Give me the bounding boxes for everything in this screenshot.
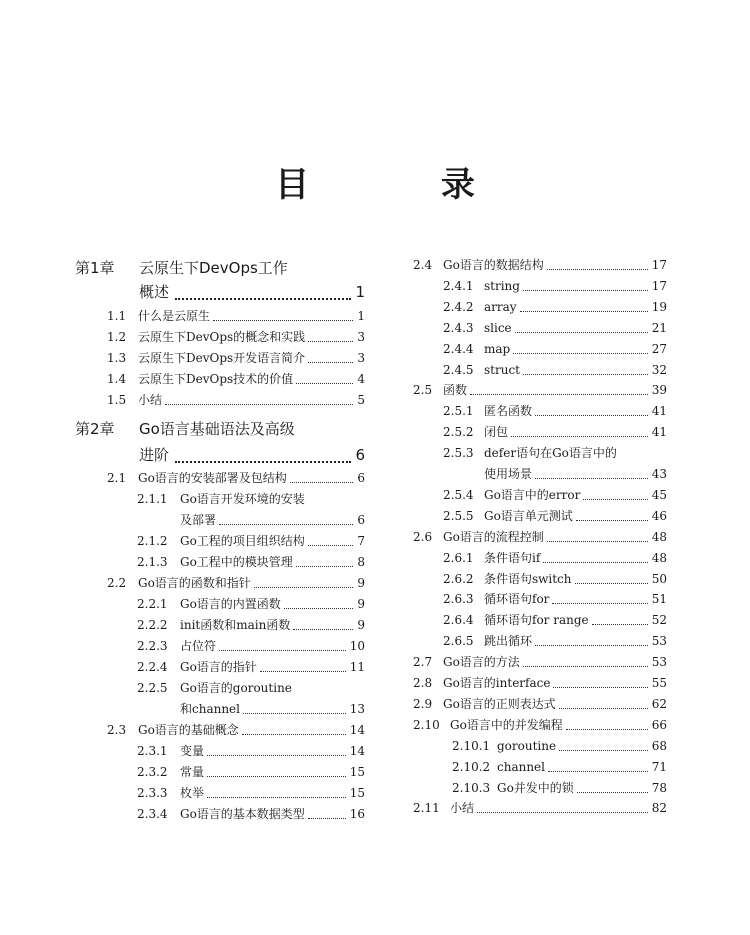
section-title-cont: 及部署: [180, 513, 217, 527]
toc-subsection[interactable]: [137, 783, 365, 803]
page-number: 9: [357, 576, 365, 590]
page-number: 5: [357, 393, 365, 407]
toc-subsection[interactable]: [137, 489, 365, 509]
section-title: init函数和main函数: [180, 618, 291, 632]
section-number: 2.11: [413, 801, 440, 816]
page-number: 7: [357, 534, 365, 548]
chapter-number: 第2章: [75, 420, 115, 438]
dot-leader: [207, 755, 346, 756]
page-number: 50: [651, 571, 667, 586]
toc-subsection[interactable]: [452, 736, 667, 756]
page-number: 16: [349, 807, 365, 821]
toc-subsection[interactable]: [137, 636, 365, 656]
toc-section[interactable]: [107, 573, 365, 593]
dot-leader: [219, 524, 353, 525]
toc-subsection[interactable]: [443, 276, 667, 296]
page-number: 41: [651, 425, 667, 440]
toc-subsection[interactable]: [137, 594, 365, 614]
toc-section[interactable]: [413, 652, 667, 672]
page-number: 78: [651, 780, 667, 795]
page-number: 17: [651, 258, 667, 272]
section-title: Go语言的goroutine: [180, 681, 292, 695]
section-number: 2.6.3: [443, 592, 474, 607]
section-number: 2.4.3: [443, 320, 474, 335]
dot-leader: [535, 645, 648, 646]
toc-subsection[interactable]: [443, 631, 667, 651]
section-number: 2.4.2: [443, 299, 474, 314]
toc-section[interactable]: [413, 673, 667, 693]
page-number: 3: [357, 330, 365, 344]
section-number: 2.9: [413, 696, 433, 711]
section-title: 什么是云原生: [138, 309, 211, 323]
chapter-title: Go语言基础语法及高级: [139, 420, 295, 438]
section-number: 2.4.5: [443, 362, 474, 377]
page-number: 15: [349, 765, 365, 779]
dot-leader: [547, 269, 648, 270]
dot-leader: [511, 436, 648, 437]
dot-leader: [566, 729, 648, 730]
dot-leader: [207, 776, 346, 777]
section-title: Go语言中的并发编程: [450, 717, 563, 732]
section-title: 闭包: [484, 425, 509, 440]
section-title: Go工程中的模块管理: [180, 555, 293, 569]
dot-leader: [219, 650, 346, 651]
page-number: 1: [357, 309, 365, 323]
page-number: 55: [651, 676, 667, 690]
page-number: 9: [357, 597, 365, 611]
toc-section[interactable]: [107, 720, 365, 740]
dot-leader: [543, 562, 647, 563]
page-number: 13: [349, 702, 365, 716]
dot-leader: [559, 708, 648, 709]
dot-leader: [293, 629, 353, 630]
page-number: 32: [651, 362, 667, 377]
section-title: Go并发中的锁: [497, 780, 574, 795]
toc-subsection[interactable]: [443, 318, 667, 338]
dot-leader: [254, 587, 354, 588]
toc-subsection[interactable]: [443, 401, 667, 421]
chapter-2-heading-cont[interactable]: [75, 444, 365, 466]
section-number: 2.6.2: [443, 571, 474, 586]
toc-subsection[interactable]: [137, 741, 365, 761]
toc-subsection[interactable]: [443, 297, 667, 317]
section-number: 2.3.3: [137, 786, 168, 800]
page-number: 6: [357, 471, 365, 485]
section-title: Go语言的函数和指针: [138, 576, 251, 590]
toc-section[interactable]: [413, 694, 667, 714]
page-number: 68: [651, 738, 667, 753]
section-number: 1.1: [107, 309, 127, 323]
section-title: goroutine: [497, 738, 557, 753]
section-number: 2.2.1: [137, 597, 168, 611]
dot-leader: [523, 290, 648, 291]
section-title: Go工程的项目组织结构: [180, 534, 305, 548]
toc-section[interactable]: [107, 369, 365, 389]
dot-leader: [592, 624, 648, 625]
section-number: 2.2.3: [137, 639, 168, 653]
page-number: 3: [357, 351, 365, 365]
dot-leader: [470, 394, 648, 395]
dot-leader: [284, 608, 354, 609]
dot-leader: [207, 797, 346, 798]
dot-leader: [577, 792, 648, 793]
toc-subsection[interactable]: [443, 360, 667, 380]
toc-entry-continuation[interactable]: [137, 510, 365, 530]
dot-leader: [575, 583, 648, 584]
toc-subsection[interactable]: [137, 657, 365, 677]
toc-section[interactable]: [413, 527, 667, 547]
section-number: 2.4.4: [443, 341, 474, 356]
section-title: Go语言的指针: [180, 660, 257, 674]
toc-subsection[interactable]: [137, 804, 365, 824]
section-title: array: [484, 299, 517, 314]
section-number: 2.2: [107, 576, 127, 590]
chapter-1-heading[interactable]: [75, 257, 365, 279]
dot-leader: [513, 353, 648, 354]
dot-leader: [515, 332, 648, 333]
chapter-title-cont: 进阶: [139, 446, 170, 464]
section-title: map: [484, 341, 511, 356]
section-number: 2.2.4: [137, 660, 168, 674]
page-number: 14: [349, 723, 365, 737]
page-number: 39: [651, 383, 667, 398]
section-number: 2.1.2: [137, 534, 168, 548]
section-title: Go语言的安装部署及包结构: [138, 471, 287, 485]
page-number: 82: [651, 801, 667, 816]
page-number: 6: [355, 446, 365, 464]
section-number: 2.5.1: [443, 404, 474, 419]
section-title: 云原生下DevOps的概念和实践: [138, 330, 306, 344]
dot-leader: [308, 818, 346, 819]
dot-leader: [242, 734, 346, 735]
section-title: 小结: [138, 393, 163, 407]
section-title: 匿名函数: [484, 404, 533, 419]
dot-leader: [520, 311, 648, 312]
section-number: 2.7: [413, 655, 433, 670]
dot-leader: [548, 771, 648, 772]
toc-section[interactable]: [413, 715, 667, 735]
toc-subsection[interactable]: [137, 531, 365, 551]
dot-leader: [308, 362, 353, 363]
dot-leader: [523, 666, 648, 667]
toc-subsection[interactable]: [443, 548, 667, 568]
dot-leader: [260, 671, 346, 672]
dot-leader: [553, 687, 647, 688]
toc-subsection[interactable]: [137, 762, 365, 782]
section-number: 2.6.4: [443, 613, 474, 628]
section-title: Go语言的正则表达式: [443, 696, 556, 711]
toc-subsection[interactable]: [137, 552, 365, 572]
dot-leader: [535, 478, 648, 479]
chapter-1-heading-cont[interactable]: [75, 281, 365, 303]
section-title: 循环语句for: [484, 592, 550, 607]
page-number: 43: [651, 467, 667, 481]
section-number: 1.4: [107, 372, 127, 386]
section-number: 2.10.1: [452, 738, 491, 753]
page-number: 53: [651, 634, 667, 649]
section-title: string: [484, 278, 520, 293]
page-number: 45: [651, 487, 667, 502]
section-number: 2.3: [107, 723, 127, 737]
section-title-cont: 和channel: [180, 702, 241, 716]
section-title: 小结: [450, 801, 475, 816]
section-title-cont: 使用场景: [484, 467, 533, 481]
dot-leader: [290, 482, 354, 483]
section-number: 2.1.1: [137, 492, 168, 506]
page-number: 17: [651, 278, 667, 293]
section-number: 2.5.2: [443, 425, 474, 440]
page-number: 62: [651, 696, 667, 711]
dot-leader: [296, 566, 354, 567]
toc-subsection[interactable]: [443, 339, 667, 359]
page-number: 19: [651, 299, 667, 314]
page-number: 15: [349, 786, 365, 800]
section-title: 跳出循环: [484, 634, 533, 649]
section-number: 1.2: [107, 330, 127, 344]
page-number: 52: [651, 613, 667, 628]
dot-leader: [535, 415, 648, 416]
toc-subsection[interactable]: [137, 615, 365, 635]
toc-subsection[interactable]: [443, 610, 667, 630]
section-title: 云原生下DevOps技术的价值: [138, 372, 294, 386]
section-title: 变量: [180, 744, 205, 758]
dot-leader: [477, 812, 648, 813]
toc-section[interactable]: [413, 380, 667, 400]
section-number: 1.5: [107, 393, 127, 407]
page-number: 48: [651, 550, 667, 565]
section-number: 2.10.3: [452, 780, 491, 795]
dot-leader: [308, 341, 353, 342]
page-number: 1: [355, 283, 365, 301]
dot-leader: [583, 499, 647, 500]
section-number: 2.6.5: [443, 634, 474, 649]
dot-leader: [523, 374, 648, 375]
section-number: 2.5.4: [443, 487, 474, 502]
section-number: 2.6.1: [443, 550, 474, 565]
section-title: Go语言单元测试: [484, 508, 573, 523]
section-title: struct: [484, 362, 520, 377]
page-number: 27: [651, 341, 667, 356]
section-title: Go语言的方法: [443, 655, 520, 670]
chapter-2-heading[interactable]: [75, 418, 365, 440]
section-title: 条件语句if: [484, 550, 541, 565]
section-number: 2.1: [107, 471, 127, 485]
dot-leader: [559, 750, 648, 751]
section-number: 2.10: [413, 717, 440, 732]
toc-subsection[interactable]: [443, 422, 667, 442]
page-number: 8: [357, 555, 365, 569]
section-number: 2.3.1: [137, 744, 168, 758]
page-number: 46: [651, 508, 667, 523]
toc-subsection[interactable]: [443, 589, 667, 609]
toc-subsection[interactable]: [443, 569, 667, 589]
page-title: 目 录: [275, 165, 535, 205]
toc-subsection[interactable]: [452, 778, 667, 798]
section-number: 2.8: [413, 676, 433, 690]
section-title: Go语言开发环境的安装: [180, 492, 305, 506]
dot-leader: [175, 298, 351, 300]
toc-subsection[interactable]: [137, 678, 365, 698]
section-title: channel: [497, 759, 545, 774]
section-title: Go语言的基础概念: [138, 723, 239, 737]
page-number: 71: [651, 759, 667, 774]
page-number: 14: [349, 744, 365, 758]
section-number: 2.2.2: [137, 618, 168, 632]
chapter-title-cont: 概述: [139, 283, 170, 301]
dot-leader: [243, 713, 346, 714]
page-number: 21: [651, 320, 667, 335]
toc-section[interactable]: [107, 327, 365, 347]
toc-entry-continuation[interactable]: [443, 464, 667, 484]
page-number: 10: [349, 639, 365, 653]
section-number: 2.5.3: [443, 446, 474, 461]
dot-leader: [175, 461, 351, 463]
section-title: slice: [484, 320, 512, 335]
dot-leader: [576, 520, 648, 521]
section-number: 2.1.3: [137, 555, 168, 569]
section-number: 2.4.1: [443, 278, 474, 293]
toc-subsection[interactable]: [443, 443, 667, 463]
toc-subsection[interactable]: [443, 485, 667, 505]
section-title: 条件语句switch: [484, 571, 572, 586]
section-title: Go语言的interface: [443, 676, 551, 690]
section-title: 云原生下DevOps开发语言简介: [138, 351, 306, 365]
dot-leader: [213, 320, 353, 321]
toc-entry-continuation[interactable]: [137, 699, 365, 719]
toc-section[interactable]: [107, 348, 365, 368]
section-title: Go语言中的error: [484, 487, 581, 502]
page-number: 51: [651, 592, 667, 607]
section-title: Go语言的数据结构: [443, 258, 544, 272]
section-number: 2.3.4: [137, 807, 168, 821]
dot-leader: [308, 545, 354, 546]
section-number: 2.3.2: [137, 765, 168, 779]
page-number: 9: [357, 618, 365, 632]
section-title: defer语句在Go语言中的: [484, 446, 617, 461]
chapter-number: 第1章: [75, 259, 115, 277]
dot-leader: [165, 404, 353, 405]
section-title: 循环语句for range: [484, 613, 589, 628]
toc-section[interactable]: [107, 390, 365, 410]
page-number: 41: [651, 404, 667, 419]
page-number: 4: [357, 372, 365, 386]
page-number: 11: [349, 660, 365, 674]
page-number: 48: [651, 529, 667, 544]
page-number: 66: [651, 717, 667, 732]
section-number: 2.5: [413, 383, 433, 398]
section-number: 2.4: [413, 258, 433, 272]
toc-section[interactable]: [107, 306, 365, 326]
section-title: 占位符: [180, 639, 217, 653]
toc-section[interactable]: [413, 798, 667, 818]
section-title: Go语言的基本数据类型: [180, 807, 305, 821]
section-number: 2.5.5: [443, 508, 474, 523]
page-number: 6: [357, 513, 365, 527]
chapter-title: 云原生下DevOps工作: [139, 259, 288, 277]
dot-leader: [552, 603, 647, 604]
toc-section[interactable]: [107, 468, 365, 488]
section-title: Go语言的内置函数: [180, 597, 281, 611]
section-title: 函数: [443, 383, 468, 398]
section-number: 1.3: [107, 351, 127, 365]
dot-leader: [547, 541, 648, 542]
section-title: Go语言的流程控制: [443, 529, 544, 544]
toc-subsection[interactable]: [452, 757, 667, 777]
toc-section[interactable]: [413, 255, 667, 275]
page-number: 53: [651, 655, 667, 670]
dot-leader: [296, 383, 353, 384]
section-number: 2.6: [413, 529, 433, 544]
toc-subsection[interactable]: [443, 506, 667, 526]
section-title: 枚举: [180, 786, 205, 800]
section-number: 2.2.5: [137, 681, 168, 695]
section-title: 常量: [180, 765, 205, 779]
section-number: 2.10.2: [452, 759, 491, 774]
